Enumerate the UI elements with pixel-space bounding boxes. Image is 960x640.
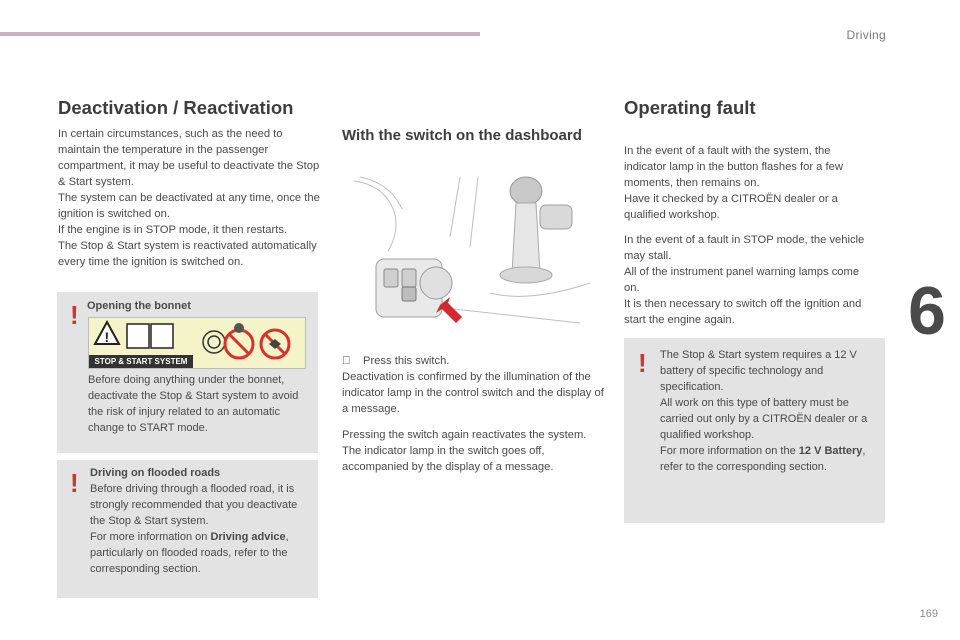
bonnet-heading: Opening the bonnet	[87, 300, 191, 312]
warning-icon: !	[638, 348, 647, 378]
deactivation-title: Deactivation / Reactivation	[58, 97, 294, 118]
svg-text:!: !	[104, 329, 110, 345]
flood-text	[90, 465, 306, 577]
switch-instructions	[342, 353, 604, 475]
paragraph: All work on this type of battery must be carried out only by a CITROËN dealer or a qualified workshop.	[660, 397, 868, 441]
pictogram-label: STOP & START SYSTEM	[89, 355, 193, 368]
paragraph: In certain circumstances, such as the need to maintain the temperature in the passenger compartment, it may be useful to deactivate the Stop & Start system.	[58, 128, 320, 188]
flood-heading: Driving on flooded roads	[90, 467, 221, 479]
paragraph: Deactivation is confirmed by the illumination of the indicator lamp in the control switch and the display of a message.	[342, 371, 604, 415]
fault-text-2	[624, 232, 869, 328]
step-text: Press this switch.	[363, 355, 450, 367]
paragraph: Pressing the switch again reactivates the system.	[342, 429, 587, 441]
step-bullet	[342, 353, 363, 369]
text-run: , particularly on flooded roads, refer to the corresponding section.	[90, 531, 289, 575]
paragraph: It is then necessary to switch off the ignition and start the engine again.	[624, 298, 862, 326]
battery-warning-box	[624, 338, 885, 523]
operating-fault-title: Operating fault	[624, 97, 756, 118]
paragraph: The Stop & Start system requires a 12 V battery of specific technology and specification.	[660, 349, 857, 393]
step	[342, 353, 604, 369]
chapter-number: 6	[908, 273, 946, 349]
paragraph	[90, 529, 306, 577]
stop-start-pictogram	[88, 317, 306, 369]
bonnet-text: Before doing anything under the bonnet, deactivate the Stop & Start system to avoid the risk of injury related to an automatic change to START mode.	[88, 374, 299, 434]
warning-icon: !	[70, 468, 79, 498]
text-run: , refer to the corresponding section.	[660, 445, 866, 473]
paragraph: The system can be deactivated at any time, once the ignition is switched on.	[58, 192, 320, 220]
emphasis: 12 V Battery	[798, 445, 863, 457]
paragraph: In the event of a fault in STOP mode, the vehicle may stall.	[624, 234, 865, 262]
paragraph: The Stop & Start system is reactivated automatically every time the ignition is switched on.	[58, 240, 317, 268]
paragraph: Before driving through a flooded road, it is strongly recommended that you deactivate the Stop & Start system.	[90, 483, 298, 527]
fault-text-1	[624, 143, 869, 223]
header-rule	[0, 32, 480, 36]
paragraph	[660, 443, 878, 475]
dashboard-illustration	[340, 173, 602, 346]
switch-title: With the switch on the dashboard	[342, 127, 582, 144]
flood-warning-box	[57, 460, 318, 598]
paragraph: All of the instrument panel warning lamps come on.	[624, 266, 860, 294]
paragraph: Have it checked by a CITROËN dealer or a qualified workshop.	[624, 193, 838, 221]
warning-icon: !	[70, 300, 79, 330]
deactivation-text	[58, 126, 323, 270]
paragraph: In the event of a fault with the system, the indicator lamp in the button flashes for a few moments, then remains on.	[624, 145, 843, 189]
dashboard-switch-photo	[340, 173, 602, 346]
page-number: 169	[919, 608, 938, 620]
text-run: For more information on	[90, 531, 211, 543]
emphasis: Driving advice	[210, 531, 286, 543]
paragraph: The indicator lamp in the switch goes off, accompanied by the display of a message.	[342, 445, 554, 473]
paragraph: If the engine is in STOP mode, it then restarts.	[58, 224, 288, 236]
battery-text	[660, 347, 878, 475]
section-title: Driving	[846, 28, 886, 42]
text-run: For more information on the	[660, 445, 799, 457]
